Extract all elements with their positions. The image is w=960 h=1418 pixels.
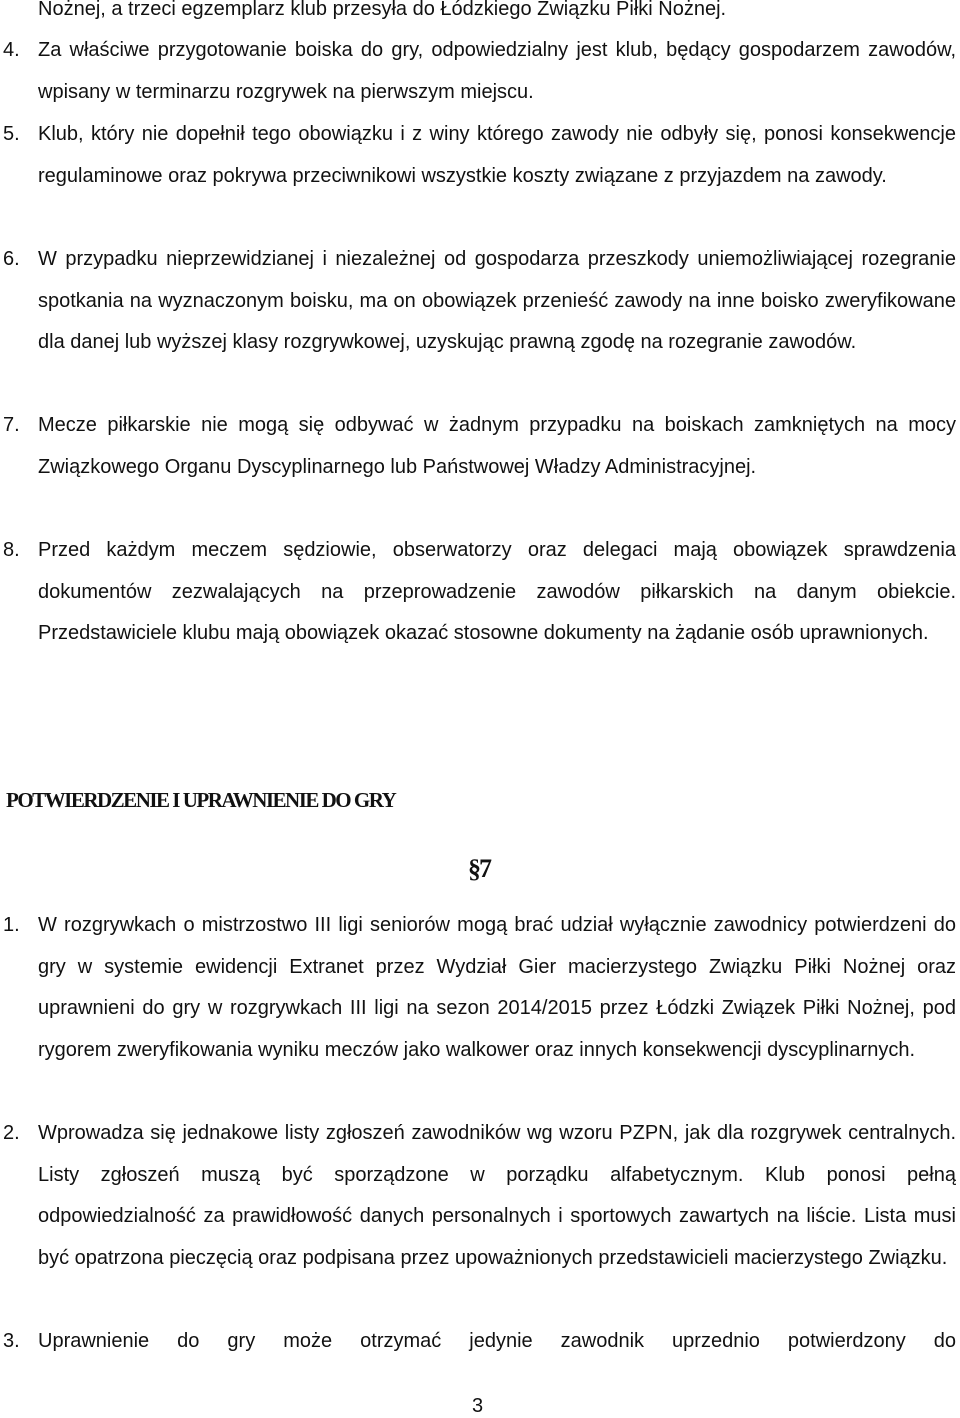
item-number-8: 8.	[3, 539, 20, 561]
item-text-7: Mecze piłkarskie nie mogą się odbywać w żadnym przypadku na boiskach zamkniętych na mocy Związkowego Organu Dyscyplinarnego lub Państwowej Władzy Administracyjnej.	[38, 414, 956, 478]
item-number-2: 2.	[3, 1122, 20, 1144]
item-text-6: W przypadku nieprzewidzianej i niezależnej od gospodarza przeszkody uniemożliwiającej rozegranie spotkania na wyznaczonym boisku, ma on obowiązek przenieść zawody na inne boisko zweryfikowane dla danej lub wyższej klasy rozgrywkowej, uzyskując prawną zgodę na rozegranie zawodów.	[38, 248, 956, 354]
section-heading: POTWIERDZENIE I UPRAWNIENIE DO GRY	[6, 788, 396, 812]
section-number: §7	[468, 854, 490, 883]
item-text-4: Za właściwe przygotowanie boiska do gry, odpowiedzialny jest klub, będący gospodarzem zawodów, wpisany w terminarzu rozgrywek na pierwszym miejscu.	[38, 39, 956, 103]
item-text-3: Uprawnienie do gry może otrzymać jedynie zawodnik uprzednio potwierdzony do	[38, 1330, 956, 1352]
item-number-7: 7.	[3, 414, 20, 436]
intro-paragraph: Nożnej, a trzeci egzemplarz klub przesyła do Łódzkiego Związku Piłki Nożnej.	[38, 0, 727, 20]
item-text-1: W rozgrywkach o mistrzostwo III ligi seniorów mogą brać udział wyłącznie zawodnicy potwierdzeni do gry w systemie ewidencji Extranet przez Wydział Gier macierzystego Związku Piłki Nożnej oraz uprawnieni do gry w rozgrywkach III ligi na sezon 2014/2015 przez Łódzki Związek Piłki Nożnej, pod rygorem zweryfikowania wyniku meczów jako walkower oraz innych konsekwencji dyscyplinarnych.	[38, 914, 956, 1061]
item-text-2: Wprowadza się jednakowe listy zgłoszeń zawodników wg wzoru PZPN, jak dla rozgrywek centralnych. Listy zgłoszeń muszą być sporządzone w porządku alfabetycznym. Klub ponosi pełną odpowiedzialność za prawidłowość danych personalnych i sportowych zawartych na liście. Lista musi być opatrzona pieczęcią oraz podpisana przez upoważnionych przedstawicieli macierzystego Związku.	[38, 1122, 956, 1269]
page-number: 3	[472, 1395, 484, 1417]
item-text-5: Klub, który nie dopełnił tego obowiązku i z winy którego zawody nie odbyły się, ponosi konsekwencje regulaminowe oraz pokrywa przeciwnikowi wszystkie koszty związane z przyjazdem na zawody.	[38, 123, 956, 187]
item-number-1: 1.	[3, 914, 20, 936]
item-number-5: 5.	[3, 123, 20, 145]
item-number-3: 3.	[3, 1330, 20, 1352]
item-text-8: Przed każdym meczem sędziowie, obserwatorzy oraz delegaci mają obowiązek sprawdzenia dokumentów zezwalających na przeprowadzenie zawodów piłkarskich na danym obiekcie. Przedstawiciele klubu mają obowiązek okazać stosowne dokumenty na żądanie osób uprawnionych.	[38, 539, 956, 645]
item-number-6: 6.	[3, 248, 20, 270]
item-number-4: 4.	[3, 39, 20, 61]
